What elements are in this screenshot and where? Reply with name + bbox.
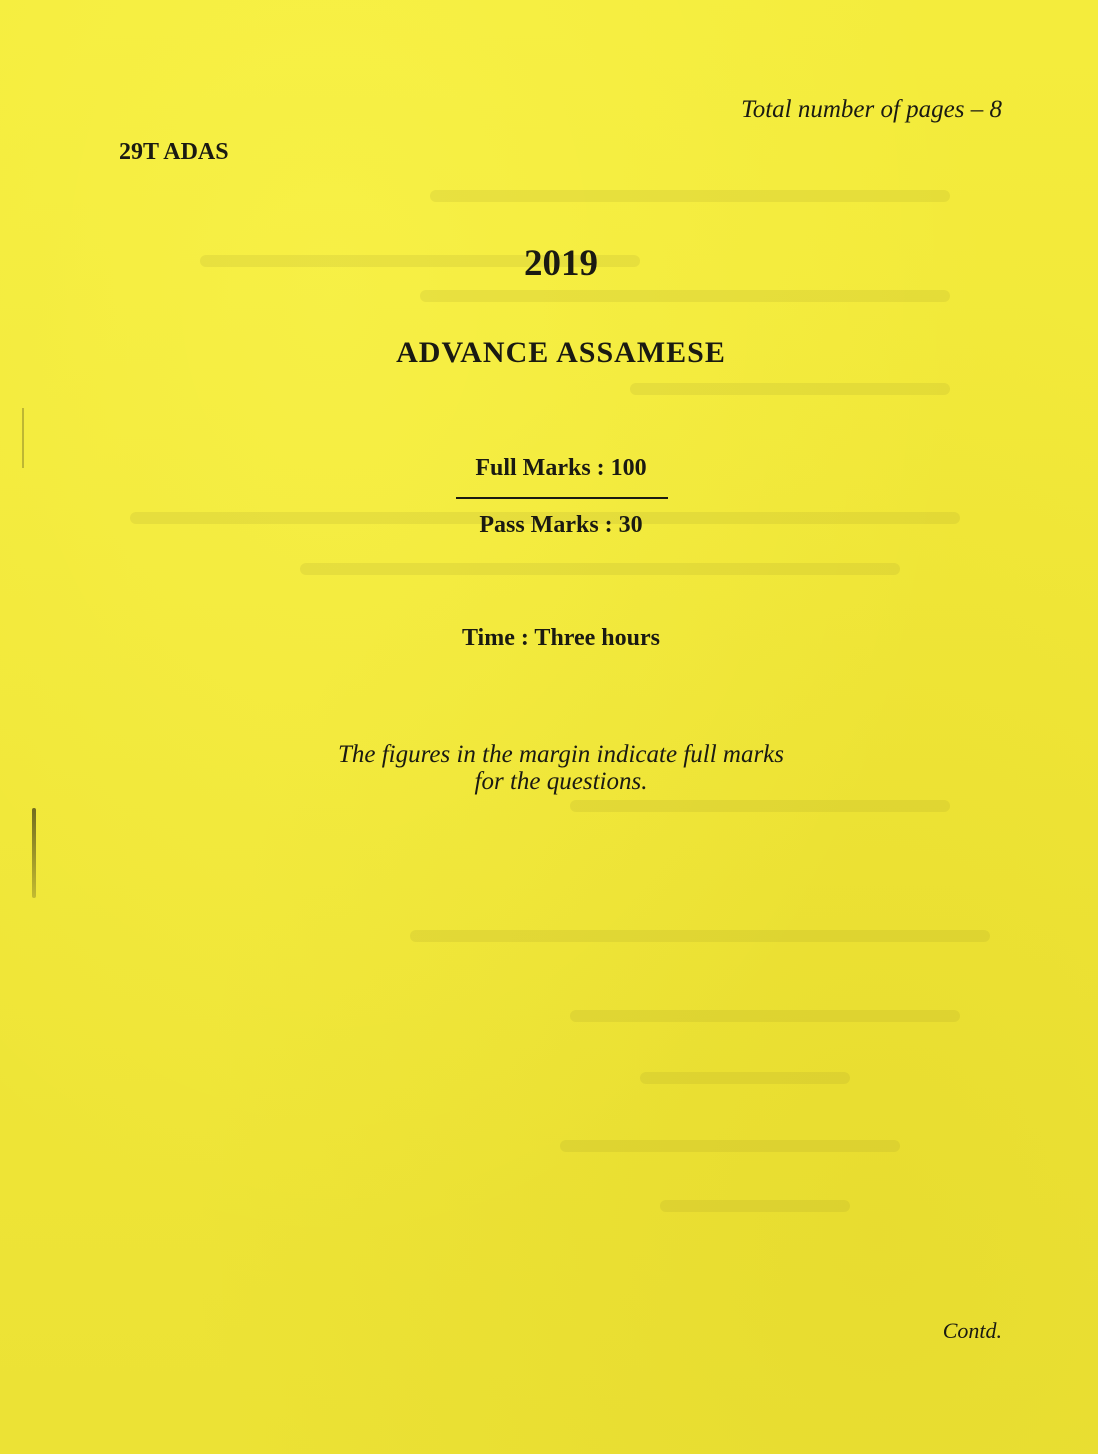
instruction-line-1: The figures in the margin indicate full marks — [337, 741, 785, 768]
bleed-through-line — [300, 563, 900, 575]
bleed-through-line — [660, 1200, 850, 1212]
instruction-line-2: for the questions. — [474, 768, 648, 795]
bleed-through-line — [630, 383, 950, 395]
subject-title: ADVANCE ASSAMESE — [396, 336, 726, 369]
bleed-through-line — [570, 800, 950, 812]
bleed-through-line — [430, 190, 950, 202]
continued-label: Contd. — [942, 1318, 1002, 1343]
exam-duration: Time : Three hours — [461, 625, 660, 651]
bleed-through-line — [560, 1140, 900, 1152]
bleed-through-line — [420, 290, 950, 302]
bleed-through-line — [640, 1072, 850, 1084]
bleed-through-line — [570, 1010, 960, 1022]
pass-marks: Pass Marks : 30 — [479, 512, 643, 538]
bleed-through-line — [410, 930, 990, 942]
exam-year: 2019 — [524, 243, 598, 284]
paper-code: 29T ADAS — [119, 139, 229, 165]
staple-mark — [32, 808, 36, 898]
full-marks: Full Marks : 100 — [475, 455, 647, 481]
total-pages-label: Total number of pages – 8 — [741, 96, 1002, 123]
marks-instruction — [12, 741, 1098, 795]
marks-divider — [456, 497, 668, 499]
